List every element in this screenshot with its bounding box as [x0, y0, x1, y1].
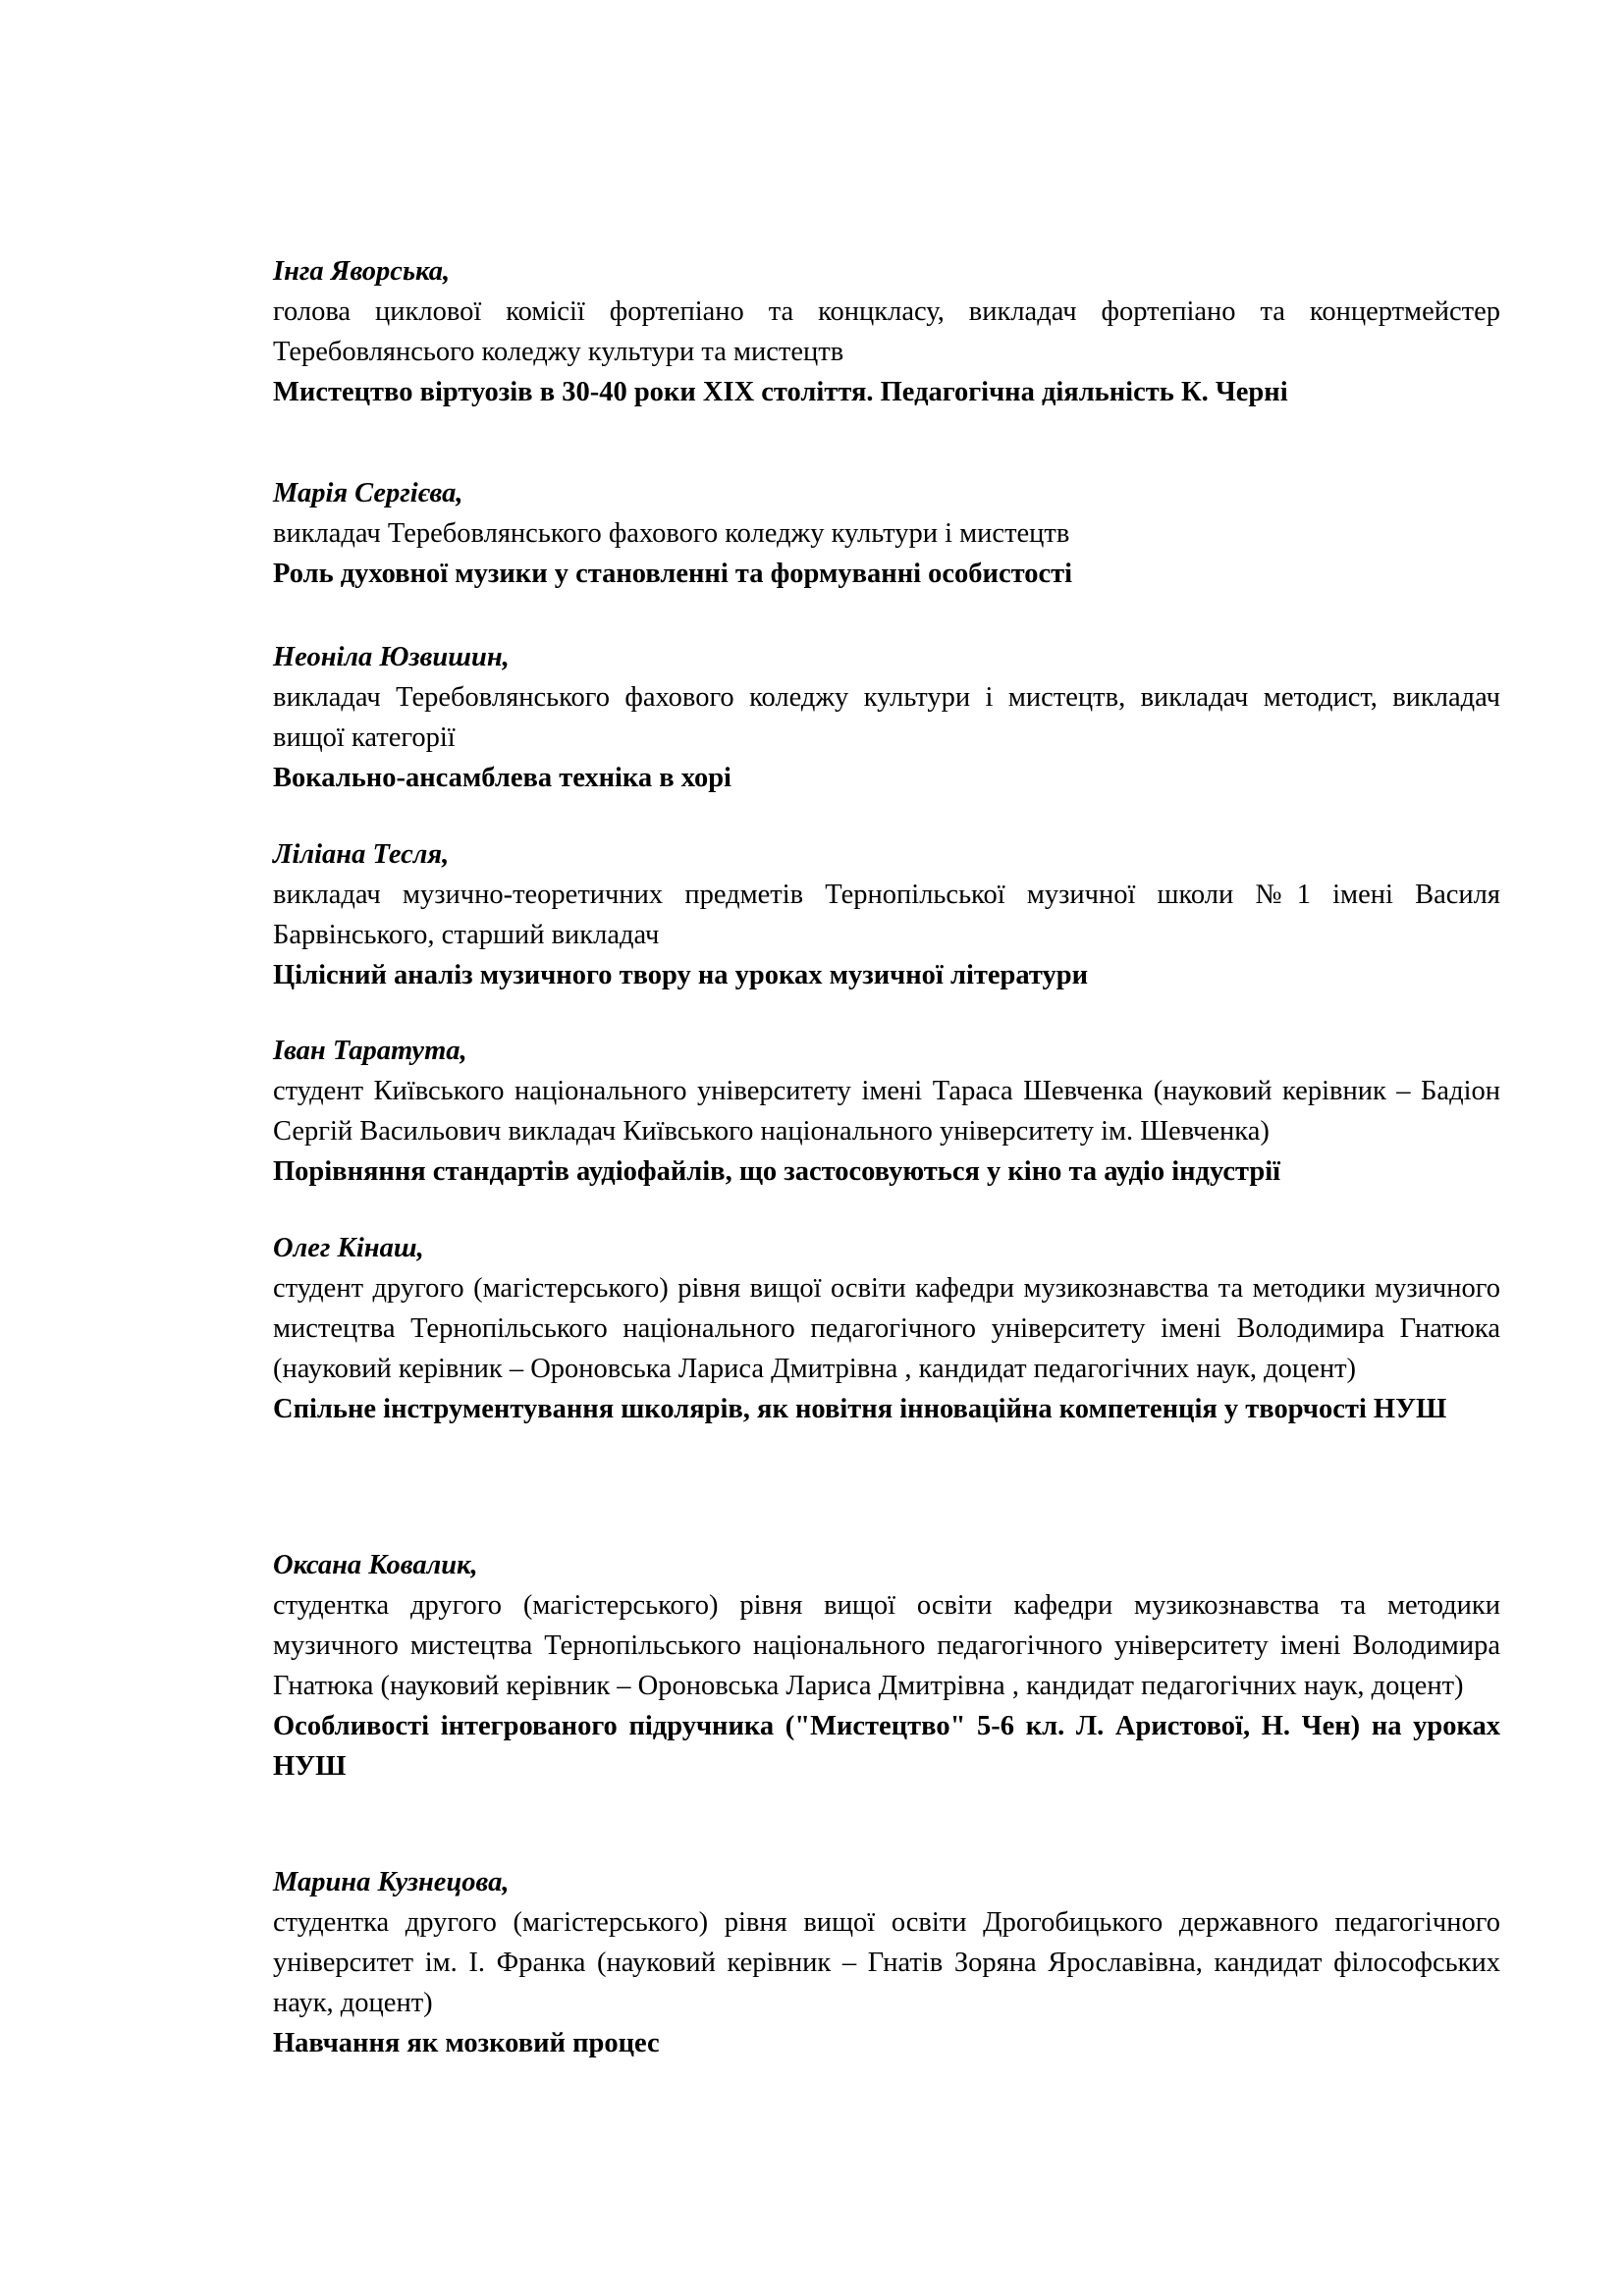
author-affiliation: студентка другого (магістерського) рівня вищої освіти Дрогобицького державного педагогічного університет ім. І. Франка (науковий керівник – Гнатів Зоряна Ярославівна, кандидат філософських наук, доцент)	[273, 1907, 1500, 2018]
author-affiliation: студентка другого (магістерського) рівня вищої освіти кафедри музикознавства та методики музичного мистецтва Тернопільського національного педагогічного університету імені Володимира Гнатюка (науковий керівник – Ороновська Лариса Дмитрівна , кандидат педагогічних наук, доцент)	[273, 1590, 1500, 1701]
talk-title: Порівняння стандартів аудіофайлів, що застосовуються у кіно та аудіо індустрії	[273, 1156, 1281, 1187]
author-affiliation: викладач Теребовлянського фахового коледжу культури і мистецтв, викладач методист, викладач вищої категорії	[273, 682, 1500, 753]
author-name: Неоніла Юзвишин,	[273, 642, 510, 672]
author-name: Ліліана Тесля,	[273, 839, 450, 870]
speaker-entry	[273, 1031, 1500, 1192]
talk-title: Особливості інтегрованого підручника ("Мистецтво" 5-6 кл. Л. Аристової, Н. Чен) на уроках НУШ	[273, 1711, 1500, 1782]
talk-title: Навчання як мозковий процес	[273, 2028, 660, 2058]
talk-title: Мистецтво віртуозів в 30-40 роки XIX століття. Педагогічна діяльність К. Черні	[273, 377, 1288, 407]
talk-title: Спільне інструментування школярів, як новітня інноваційна компетенція у творчості НУШ	[273, 1394, 1447, 1424]
author-name: Олег Кінаш,	[273, 1233, 424, 1263]
author-name: Інга Яворська,	[273, 256, 451, 287]
author-affiliation: голова циклової комісії фортепіано та концкласу, викладач фортепіано та концертмейстер Теребовлянсього коледжу культури та мистецтв	[273, 296, 1500, 367]
author-name: Іван Таратута,	[273, 1036, 467, 1066]
talk-title: Цілісний аналіз музичного твору на уроках музичної літератури	[273, 960, 1089, 990]
speaker-entry	[273, 834, 1500, 995]
author-affiliation: викладач музично-теоретичних предметів Тернопільської музичної школи №1 імені Василя Барвінського, старший викладач	[273, 880, 1500, 950]
author-name: Марина Кузнецова,	[273, 1867, 510, 1897]
speaker-entry	[273, 1545, 1500, 1787]
speaker-entry	[273, 637, 1500, 798]
speaker-entry	[273, 1862, 1500, 2063]
author-affiliation: студент другого (магістерського) рівня вищої освіти кафедри музикознавства та методики музичного мистецтва Тернопільського національного педагогічного університету імені Володимира Гнатюка (науковий керівник – Ороновська Лариса Дмитрівна , кандидат педагогічних наук, доцент)	[273, 1273, 1500, 1384]
speaker-entry	[273, 251, 1500, 412]
author-name: Оксана Ковалик,	[273, 1550, 478, 1580]
author-affiliation: студент Київського національного університету імені Тараса Шевченка (науковий керівник – Бадіон Сергій Васильович викладач Київського національного університету ім. Шевченка)	[273, 1076, 1500, 1147]
talk-title: Вокально-ансамблева техніка в хорі	[273, 763, 731, 793]
author-affiliation: викладач Теребовлянського фахового коледжу культури і мистецтв	[273, 518, 1070, 549]
speaker-entry	[273, 473, 1072, 594]
talk-title: Роль духовної музики у становленні та формуванні особистості	[273, 559, 1073, 589]
speaker-entry	[273, 1228, 1500, 1429]
author-name: Марія Сергієва,	[273, 478, 463, 508]
